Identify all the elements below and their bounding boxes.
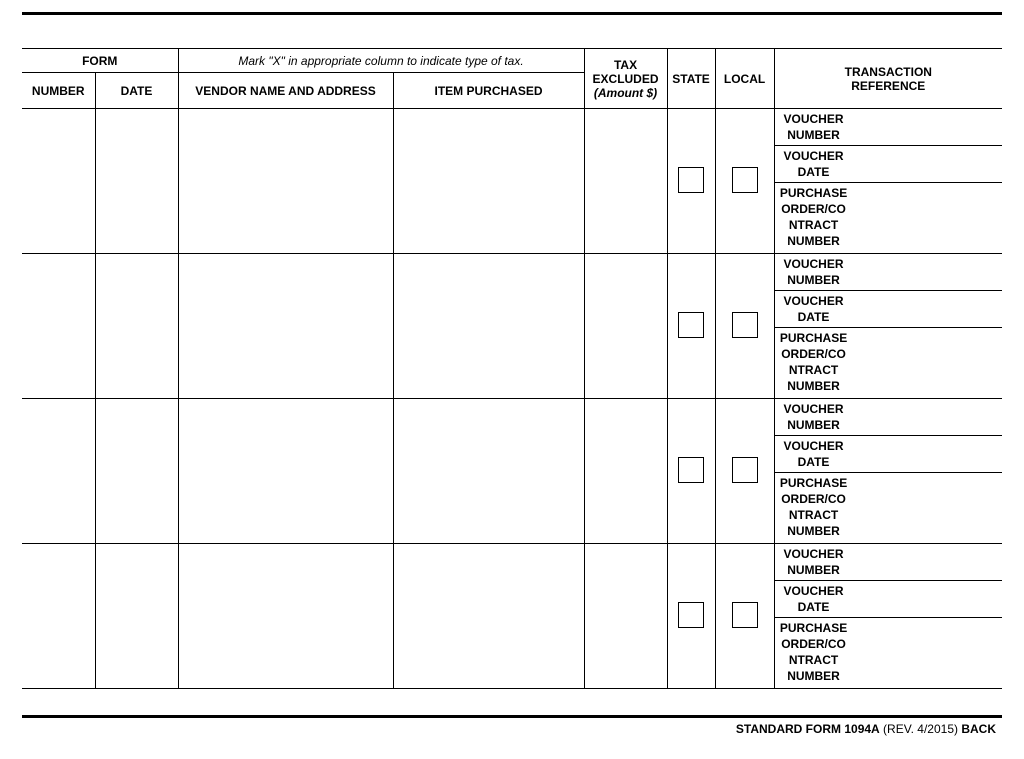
table-row xyxy=(22,254,1002,399)
purchase-order-field[interactable] xyxy=(775,328,1003,398)
date-header: DATE xyxy=(95,73,178,109)
voucher-date-label-1: VOUCHER xyxy=(783,439,844,453)
po-label-4: NUMBER xyxy=(787,669,840,683)
tax-excluded-line2: EXCLUDED xyxy=(592,71,659,86)
tax-excluded-line3: (Amount $) xyxy=(593,85,658,100)
voucher-number-field[interactable] xyxy=(775,109,1003,146)
po-label-1: PURCHASE xyxy=(779,186,848,200)
item-cell[interactable] xyxy=(393,254,584,399)
tax-excluded-cell[interactable] xyxy=(584,254,667,399)
tax-excluded-line1: TAX xyxy=(613,57,638,72)
local-cell xyxy=(715,399,774,544)
transaction-reference-cell xyxy=(774,109,1002,254)
po-label-2: ORDER/CO xyxy=(781,202,846,216)
transaction-reference-cell xyxy=(774,544,1002,689)
form-side: BACK xyxy=(961,722,996,736)
number-header: NUMBER xyxy=(22,73,95,109)
transaction-reference-header xyxy=(774,49,1002,109)
voucher-date-label-2: DATE xyxy=(797,600,830,614)
local-checkbox[interactable] xyxy=(732,167,758,193)
number-cell[interactable] xyxy=(22,254,95,399)
voucher-number-label-2: NUMBER xyxy=(787,273,840,287)
voucher-number-field[interactable] xyxy=(775,399,1003,436)
state-cell xyxy=(667,399,715,544)
top-rule xyxy=(22,12,1002,15)
voucher-number-label-2: NUMBER xyxy=(787,128,840,142)
voucher-date-label-2: DATE xyxy=(797,310,830,324)
voucher-date-field[interactable] xyxy=(775,291,1003,328)
po-label-2: ORDER/CO xyxy=(781,637,846,651)
date-cell[interactable] xyxy=(95,254,178,399)
po-label-1: PURCHASE xyxy=(779,476,848,490)
po-label-3: NTRACT xyxy=(788,653,839,667)
state-cell xyxy=(667,109,715,254)
number-cell[interactable] xyxy=(22,109,95,254)
mark-instruction: Mark "X" in appropriate column to indicate type of tax. xyxy=(178,49,584,73)
tax-excluded-cell[interactable] xyxy=(584,109,667,254)
voucher-number-label-1: VOUCHER xyxy=(783,402,844,416)
form-footer xyxy=(736,722,996,736)
voucher-date-label-1: VOUCHER xyxy=(783,294,844,308)
po-label-1: PURCHASE xyxy=(779,331,848,345)
voucher-number-label-1: VOUCHER xyxy=(783,547,844,561)
state-cell xyxy=(667,254,715,399)
vendor-header: VENDOR NAME AND ADDRESS xyxy=(178,73,393,109)
po-label-3: NTRACT xyxy=(788,363,839,377)
state-cell xyxy=(667,544,715,689)
transaction-reference-line1: TRANSACTION xyxy=(844,64,932,79)
voucher-date-label-1: VOUCHER xyxy=(783,149,844,163)
vendor-cell[interactable] xyxy=(178,254,393,399)
tax-excluded-header xyxy=(584,49,667,109)
state-checkbox[interactable] xyxy=(678,602,704,628)
po-label-4: NUMBER xyxy=(787,524,840,538)
voucher-date-label-2: DATE xyxy=(797,165,830,179)
item-header: ITEM PURCHASED xyxy=(393,73,584,109)
local-checkbox[interactable] xyxy=(732,602,758,628)
item-cell[interactable] xyxy=(393,544,584,689)
voucher-date-field[interactable] xyxy=(775,581,1003,618)
po-label-3: NTRACT xyxy=(788,218,839,232)
local-header: LOCAL xyxy=(715,49,774,109)
po-label-2: ORDER/CO xyxy=(781,347,846,361)
voucher-number-field[interactable] xyxy=(775,254,1003,291)
table-row xyxy=(22,399,1002,544)
date-cell[interactable] xyxy=(95,109,178,254)
form-revision: (REV. 4/2015) xyxy=(883,722,958,736)
transaction-reference-cell xyxy=(774,399,1002,544)
voucher-date-field[interactable] xyxy=(775,436,1003,473)
voucher-date-label-1: VOUCHER xyxy=(783,584,844,598)
voucher-number-label-1: VOUCHER xyxy=(783,257,844,271)
purchase-order-field[interactable] xyxy=(775,618,1003,688)
item-cell[interactable] xyxy=(393,109,584,254)
number-cell[interactable] xyxy=(22,399,95,544)
voucher-number-field[interactable] xyxy=(775,544,1003,581)
state-checkbox[interactable] xyxy=(678,457,704,483)
po-label-1: PURCHASE xyxy=(779,621,848,635)
purchase-order-field[interactable] xyxy=(775,473,1003,543)
table-row xyxy=(22,544,1002,689)
po-label-3: NTRACT xyxy=(788,508,839,522)
number-cell[interactable] xyxy=(22,544,95,689)
local-cell xyxy=(715,254,774,399)
state-checkbox[interactable] xyxy=(678,312,704,338)
voucher-date-label-2: DATE xyxy=(797,455,830,469)
tax-exemption-table xyxy=(22,48,1002,689)
local-cell xyxy=(715,109,774,254)
local-cell xyxy=(715,544,774,689)
state-checkbox[interactable] xyxy=(678,167,704,193)
bottom-rule xyxy=(22,715,1002,718)
date-cell[interactable] xyxy=(95,544,178,689)
form-name: STANDARD FORM 1094A xyxy=(735,722,880,736)
item-cell[interactable] xyxy=(393,399,584,544)
voucher-number-label-2: NUMBER xyxy=(787,563,840,577)
voucher-number-label-2: NUMBER xyxy=(787,418,840,432)
transaction-reference-line2: REFERENCE xyxy=(851,78,926,93)
tax-excluded-cell[interactable] xyxy=(584,399,667,544)
voucher-number-label-1: VOUCHER xyxy=(783,112,844,126)
po-label-4: NUMBER xyxy=(787,234,840,248)
purchase-order-field[interactable] xyxy=(775,183,1003,253)
local-checkbox[interactable] xyxy=(732,312,758,338)
date-cell[interactable] xyxy=(95,399,178,544)
local-checkbox[interactable] xyxy=(732,457,758,483)
vendor-cell[interactable] xyxy=(178,544,393,689)
voucher-date-field[interactable] xyxy=(775,146,1003,183)
po-label-4: NUMBER xyxy=(787,379,840,393)
tax-excluded-cell[interactable] xyxy=(584,544,667,689)
po-label-2: ORDER/CO xyxy=(781,492,846,506)
vendor-cell[interactable] xyxy=(178,109,393,254)
vendor-cell[interactable] xyxy=(178,399,393,544)
transaction-reference-cell xyxy=(774,254,1002,399)
state-header: STATE xyxy=(667,49,715,109)
table-row xyxy=(22,109,1002,254)
form-group-header: FORM xyxy=(22,49,178,73)
